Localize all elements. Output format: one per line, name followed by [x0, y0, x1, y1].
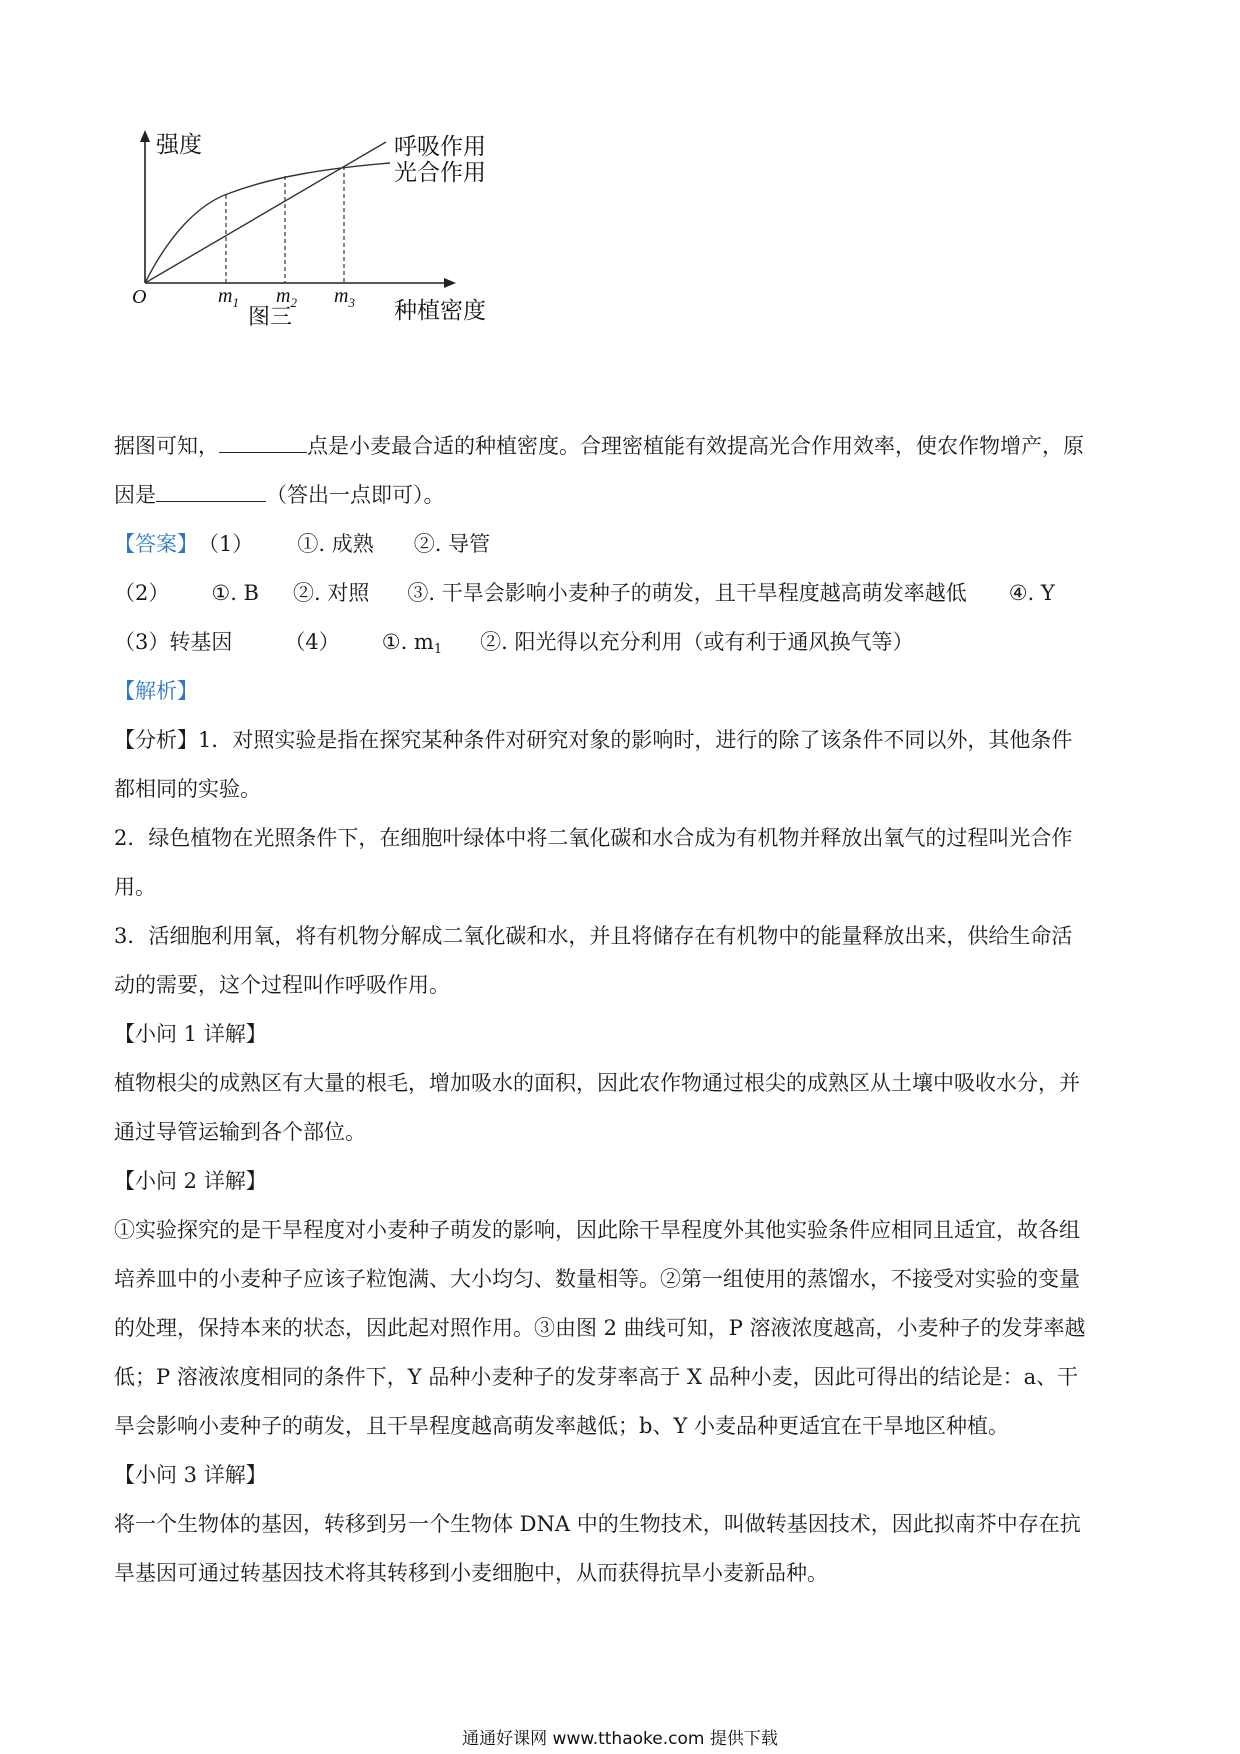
analysis-heading-q3: 【小问 3 详解】 — [114, 1463, 267, 1487]
photosynthesis-label: 光合作用 — [394, 160, 486, 186]
origin-label: O — [132, 286, 147, 308]
answer-tag: 【答案】 — [114, 532, 198, 556]
analysis-line: 都相同的实验。 — [114, 777, 261, 801]
analysis-line: 旱基因可通过转基因技术将其转移到小麦细胞中，从而获得抗旱小麦新品种。 — [114, 1561, 828, 1585]
respiration-curve — [145, 142, 386, 283]
answer-blank-2 — [156, 479, 266, 502]
answer-item: ②. 对照 — [292, 581, 370, 605]
analysis-tag: 【解析】 — [114, 679, 198, 703]
analysis-heading-q1: 【小问 1 详解】 — [114, 1022, 267, 1046]
answer-q2: （2） — [114, 581, 170, 605]
analysis-line: 的处理，保持本来的状态，因此起对照作用。③由图 2 曲线可知，P 溶液浓度越高，小麦种子的发芽率越 — [114, 1316, 1086, 1340]
answer-line-1 — [114, 528, 490, 560]
analysis-line: 动的需要，这个过程叫作呼吸作用。 — [114, 973, 450, 997]
analysis-line: ①实验探究的是干旱程度对小麦种子萌发的影响，因此除干旱程度外其他实验条件应相同且适宜，故各组 — [114, 1218, 1080, 1242]
answer-blank-1 — [219, 430, 307, 453]
tick-m2: $m_2$ — [276, 285, 297, 310]
x-axis-arrow — [444, 278, 456, 288]
tick-m1: $m_1$ — [218, 285, 239, 310]
answer-line-3 — [114, 626, 913, 666]
analysis-line: 培养皿中的小麦种子应该子粒饱满、大小均匀、数量相等。②第一组使用的蒸馏水，不接受对实验的变量 — [114, 1267, 1080, 1291]
answer-item: ④. Y — [1008, 581, 1055, 605]
question-line-1 — [114, 430, 1084, 462]
analysis-heading-q2: 【小问 2 详解】 — [114, 1169, 267, 1193]
answer-item: ①. B — [211, 581, 259, 605]
figure-3 — [130, 128, 550, 378]
figure-caption: 图三 — [248, 305, 293, 330]
analysis-line: 用。 — [114, 875, 156, 899]
y-axis-arrow — [140, 130, 150, 142]
analysis-line: 通过导管运输到各个部位。 — [114, 1120, 366, 1144]
answer-item: ②. 阳光得以充分利用（或有利于通风换气等） — [480, 630, 914, 654]
answer-item: ②. 导管 — [413, 532, 491, 556]
answer-q4: （4） — [284, 630, 340, 654]
answer-q1: （1） — [198, 532, 254, 556]
y-axis-label: 强度 — [156, 132, 202, 158]
footer-watermark: 通通好课网 www.tthaoke.com 提供下载 — [462, 1729, 778, 1749]
respiration-label: 呼吸作用 — [394, 134, 486, 160]
analysis-line: 将一个生物体的基因，转移到另一个生物体 DNA 中的生物技术，叫做转基因技术，因此拟南芥中存在抗 — [114, 1512, 1081, 1536]
analysis-line: 【分析】1．对照实验是指在探究某种条件对研究对象的影响时，进行的除了该条件不同以外，其他条件 — [114, 728, 1073, 752]
curve-diagram — [130, 128, 550, 378]
analysis-line: 2．绿色植物在光照条件下，在细胞叶绿体中将二氧化碳和水合成为有机物并释放出氧气的过程叫光合作 — [114, 826, 1073, 850]
question-text: 点是小麦最合适的种植密度。合理密植能有效提高光合作用效率，使农作物增产，原 — [307, 434, 1084, 458]
analysis-line: 植物根尖的成熟区有大量的根毛，增加吸水的面积，因此农作物通过根尖的成熟区从土壤中吸收水分，并 — [114, 1071, 1080, 1095]
x-axis-label: 种植密度 — [394, 298, 486, 324]
answer-item: ①. 成熟 — [297, 532, 374, 556]
answer-item: ③. 干旱会影响小麦种子的萌发，且干旱程度越高萌发率越低 — [407, 581, 967, 605]
analysis-tag-line — [114, 675, 198, 707]
answer-item: ①. m1 — [381, 630, 443, 657]
analysis-line: 低；P 溶液浓度相同的条件下，Y 品种小麦种子的发芽率高于 X 品种小麦，因此可得出的结论是：a、干 — [114, 1365, 1079, 1389]
question-text: 因是 — [114, 483, 156, 507]
answer-q3: （3）转基因 — [114, 630, 233, 654]
question-text: （答出一点即可）。 — [266, 483, 445, 507]
analysis-line: 旱会影响小麦种子的萌发，且干旱程度越高萌发率越低；b、Y 小麦品种更适宜在干旱地区种植。 — [114, 1414, 1009, 1438]
photosynthesis-curve — [145, 163, 390, 283]
answer-line-2 — [114, 577, 1055, 609]
question-text: 据图可知， — [114, 434, 219, 458]
question-line-2 — [114, 479, 445, 511]
tick-m3: $m_3$ — [334, 285, 355, 310]
analysis-line: 3．活细胞利用氧，将有机物分解成二氧化碳和水，并且将储存在有机物中的能量释放出来，供给生命活 — [114, 924, 1073, 948]
